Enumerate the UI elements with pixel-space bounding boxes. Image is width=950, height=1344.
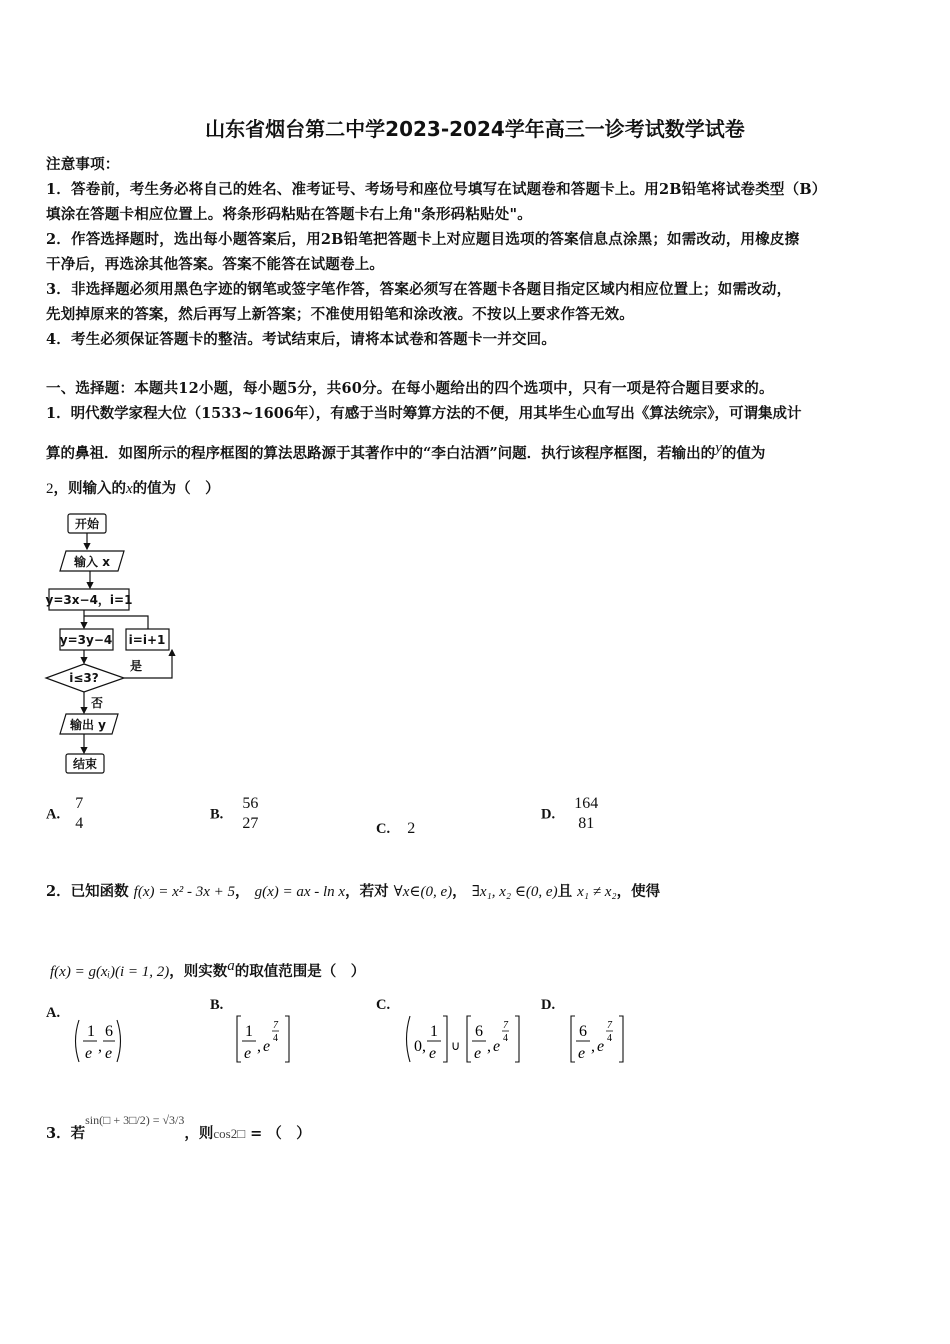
- q1-option-d[interactable]: [541, 794, 600, 834]
- q2-text: ，: [452, 883, 467, 900]
- q3-target: cos2□: [213, 1126, 246, 1141]
- q3-expression: sin(□ + 3□/2) = √3/3: [85, 1113, 185, 1127]
- option-label: B.: [210, 806, 224, 823]
- flow-output-label: 输出 y: [69, 718, 107, 732]
- svg-text:e: e: [597, 1038, 605, 1055]
- svg-text:e: e: [263, 1038, 271, 1055]
- option-d-expression: [568, 1012, 634, 1066]
- option-value: 2: [407, 820, 416, 837]
- option-label: D.: [541, 806, 556, 823]
- option-label: A.: [46, 806, 61, 823]
- q2-option-c[interactable]: [376, 997, 531, 1066]
- svg-text:4: 4: [273, 1033, 279, 1044]
- svg-text:0,: 0,: [414, 1038, 427, 1055]
- q1-text: ，则输入的: [53, 480, 126, 497]
- flow-end-label: 结束: [72, 757, 98, 771]
- svg-text:,: ,: [591, 1038, 596, 1055]
- notice-line: 3．非选择题必须用黑色字迹的钢笔或签字笔作答，答案必须写在答题卡各题目指定区域内相应位置上；如需改动，: [46, 281, 792, 298]
- q1-line3: [46, 477, 220, 498]
- svg-text:e: e: [493, 1038, 501, 1055]
- q2-text: 2．已知函数: [46, 883, 129, 900]
- q1-output-value: 2: [46, 481, 54, 497]
- q3-line: [46, 1108, 311, 1142]
- q2-line1: [46, 880, 660, 901]
- svg-text:6: 6: [105, 1023, 114, 1040]
- svg-text:1: 1: [430, 1023, 439, 1040]
- page-title: 山东省烟台第二中学2023-2024学年高三一诊考试数学试卷: [205, 117, 745, 141]
- svg-text:,: ,: [487, 1038, 492, 1055]
- q3-text: = （ ）: [245, 1125, 311, 1142]
- q1-text: 的值为（ ）: [132, 480, 220, 497]
- flow-start-label: 开始: [74, 517, 100, 531]
- flow-yes-label: 是: [129, 659, 143, 673]
- svg-text:1: 1: [245, 1023, 254, 1040]
- option-label: D.: [541, 997, 556, 1013]
- svg-text:e: e: [105, 1045, 113, 1062]
- notice-line: 填涂在答题卡相应位置上。将条形码粘贴在答题卡右上角"条形码粘贴处"。: [46, 206, 532, 223]
- notice-line: 4．考生必须保证答题卡的整洁。考试结束后，请将本试卷和答题卡一并交回。: [46, 331, 557, 348]
- svg-text:6: 6: [579, 1023, 588, 1040]
- svg-text:1: 1: [87, 1023, 96, 1040]
- notice-line: 2．作答选择题时，选出每小题答案后，用2B铅笔把答题卡上对应题目选项的答案信息点涂黑；如需改动，用橡皮擦: [46, 231, 800, 248]
- svg-text:,: ,: [98, 1038, 103, 1055]
- option-c-expression: [401, 1012, 531, 1066]
- q2-option-b[interactable]: [210, 997, 300, 1066]
- flow-input-label: 输入 x: [74, 555, 110, 569]
- q2-text: ，: [235, 883, 250, 900]
- q1-option-a[interactable]: [46, 794, 85, 834]
- q2-text: ，若对: [345, 883, 389, 900]
- q3-text: 3．若: [46, 1125, 86, 1142]
- q1-text: 算的鼻祖．如图所示的程序框图的算法思路源于其著作中的“李白沽酒”问题．执行该程序框图，若输出的: [46, 444, 716, 462]
- fraction-denominator: 27: [242, 815, 259, 832]
- flow-update-y-label: y=3y−4: [59, 633, 113, 647]
- fraction-numerator: 7: [75, 795, 84, 812]
- q1-text: 的值为: [721, 444, 766, 462]
- q2-function-f: f(x) = x² - 3x + 5: [133, 884, 236, 900]
- q1-option-c[interactable]: [376, 818, 415, 838]
- section-heading: 一、选择题：本题共12小题，每小题5分，共60分。在每小题给出的四个选项中，只有一项是符合题目要求的。: [46, 380, 774, 397]
- q2-option-a[interactable]: [46, 1005, 125, 1066]
- q2-var-a: a: [227, 958, 235, 974]
- q1-option-b[interactable]: [210, 794, 260, 834]
- q2-text: 且: [557, 883, 573, 900]
- program-flowchart: [44, 508, 184, 778]
- q1-line1: 1．明代数学家程大位（1533~1606年），有感于当时筹算方法的不便，用其毕生心血写出《算法统宗》，可谓集成计: [46, 405, 802, 422]
- option-label: C.: [376, 821, 391, 837]
- fraction-numerator: 164: [574, 795, 599, 812]
- flow-init-label: y=3x−4，i=1: [45, 593, 133, 607]
- q2-function-g: g(x) = ax - ln x: [254, 884, 346, 900]
- svg-text:∪: ∪: [451, 1039, 461, 1054]
- q1-line2: [46, 440, 765, 463]
- q3-text: ，则: [184, 1125, 214, 1142]
- option-label: A.: [46, 1005, 61, 1021]
- q2-neq: x₁ ≠ x₂: [577, 884, 617, 900]
- q2-option-d[interactable]: [541, 997, 634, 1066]
- svg-text:e: e: [85, 1045, 93, 1062]
- option-a-expression: [69, 1016, 125, 1066]
- q2-text: ，则实数: [169, 962, 228, 980]
- option-label: C.: [376, 997, 391, 1013]
- option-fraction: [73, 794, 85, 834]
- svg-text:e: e: [474, 1045, 482, 1062]
- notice-line: 先划掉原来的答案，然后再写上新答案；不准使用铅笔和涂改液。不按以上要求作答无效。: [46, 306, 634, 323]
- q2-forall: ∀x∈(0, e): [393, 884, 453, 900]
- q2-text: 的取值范围是（ ）: [234, 962, 366, 980]
- fraction-denominator: 81: [578, 815, 595, 832]
- svg-text:e: e: [429, 1045, 437, 1062]
- svg-text:e: e: [578, 1045, 586, 1062]
- q2-line2: [50, 958, 365, 981]
- svg-text:e: e: [244, 1045, 252, 1062]
- flow-no-label: 否: [90, 696, 104, 710]
- q2-text: ，使得: [616, 883, 661, 900]
- svg-text:7: 7: [607, 1020, 613, 1031]
- flow-update-i-label: i=i+1: [128, 633, 166, 647]
- fraction-denominator: 4: [75, 815, 84, 832]
- svg-text:4: 4: [503, 1033, 509, 1044]
- option-label: B.: [210, 997, 224, 1013]
- notice-heading: 注意事项：: [46, 156, 120, 173]
- option-fraction: [240, 794, 260, 834]
- q1-var-y: y: [715, 440, 722, 456]
- svg-text:6: 6: [475, 1023, 484, 1040]
- notice-line: 干净后，再选涂其他答案。答案不能答在试题卷上。: [46, 256, 385, 273]
- svg-text:7: 7: [503, 1020, 509, 1031]
- svg-text:4: 4: [607, 1033, 613, 1044]
- option-b-expression: [234, 1012, 300, 1066]
- notice-line: 1．答卷前，考生务必将自己的姓名、准考证号、考场号和座位号填写在试题卷和答题卡上。用2B铅笔将试卷类型（B）: [46, 181, 827, 198]
- q2-equation: f(x) = g(xᵢ)(i = 1, 2): [50, 963, 170, 980]
- svg-text:7: 7: [273, 1020, 279, 1031]
- svg-text:,: ,: [257, 1038, 262, 1055]
- option-fraction: [572, 794, 600, 834]
- q2-exists: ∃x₁, x₂ ∈(0, e): [471, 884, 558, 900]
- q1-var-x: x: [126, 481, 133, 497]
- flow-condition-label: i≤3?: [69, 671, 99, 685]
- fraction-numerator: 56: [242, 795, 259, 812]
